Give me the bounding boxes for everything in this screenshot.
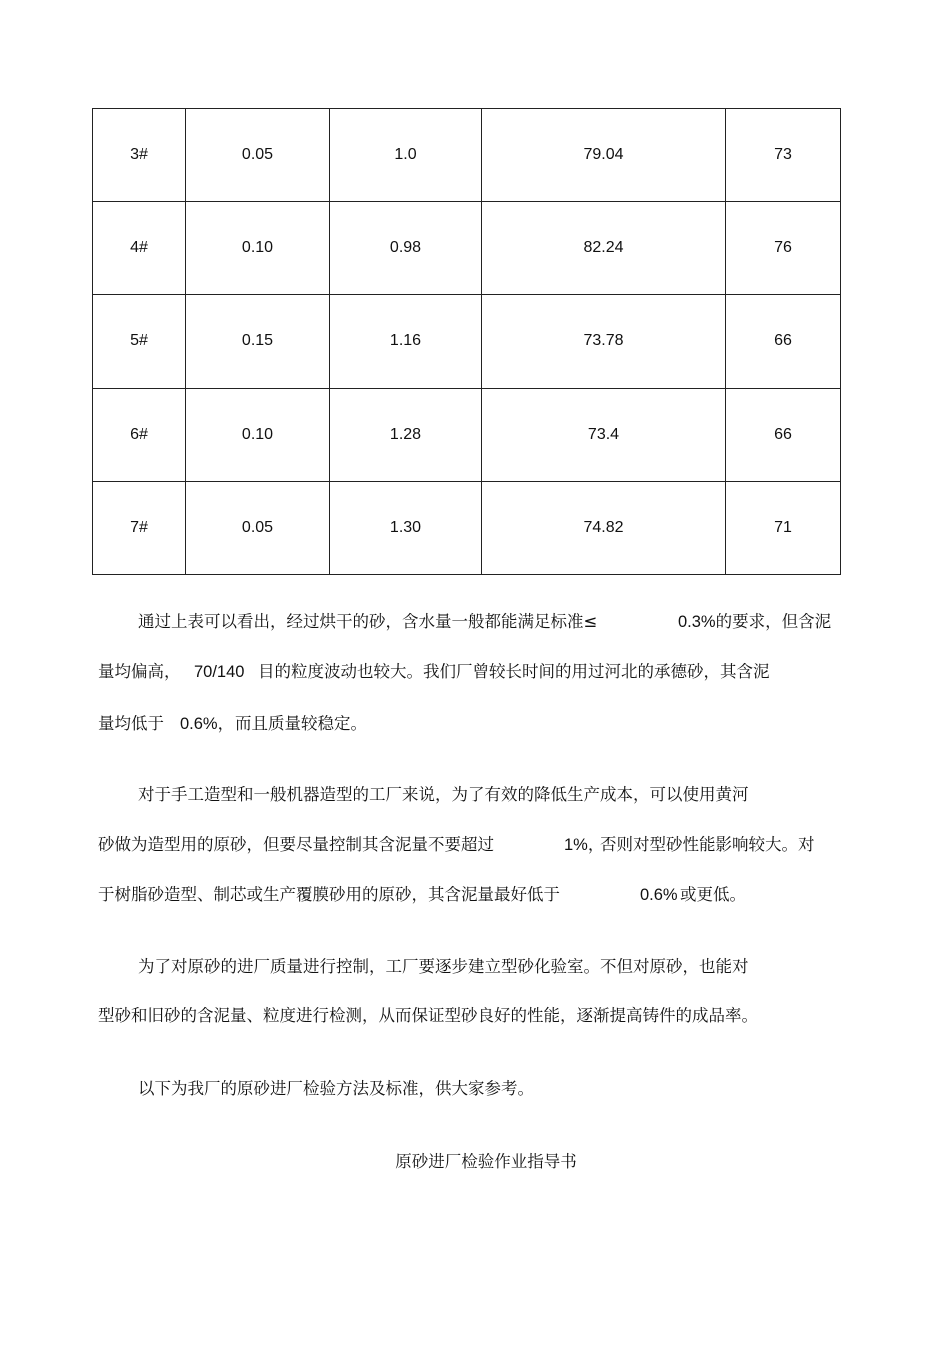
text-line (640, 885, 678, 905)
text-line (98, 835, 494, 855)
table-cell: 7# (93, 481, 186, 574)
table-cell: 74.82 (482, 481, 726, 574)
text-line (258, 662, 770, 682)
table-cell: 1.28 (330, 388, 482, 481)
text-line (564, 835, 604, 855)
table-cell: 79.04 (482, 109, 726, 202)
text-run: 以下为我厂的原砂进厂检验方法及标准，供大家参考。 (138, 1079, 534, 1098)
text-line (138, 1079, 534, 1099)
table-cell: 82.24 (482, 202, 726, 295)
text-run: 1%， (564, 836, 605, 854)
text-run: 为了对原砂的进厂质量进行控制，工厂要逐步建立型砂化验室。不但对原砂，也能对 (138, 957, 749, 976)
table-cell: 71 (726, 481, 841, 574)
text-run: 而且质量较稳定。 (235, 714, 367, 733)
text-run: 否则对型砂性能影响较大。对 (600, 835, 815, 854)
table-cell: 1.0 (330, 109, 482, 202)
text-run: 0.6% (640, 886, 678, 904)
text-line (98, 662, 181, 682)
text-line (98, 885, 560, 905)
text-run: 量均低于 (98, 714, 164, 733)
table-cell: 4# (93, 202, 186, 295)
table-cell: 0.10 (186, 202, 330, 295)
text-line (138, 957, 749, 977)
table-row (93, 109, 841, 202)
table-cell: 76 (726, 202, 841, 295)
table-cell: 1.16 (330, 295, 482, 388)
text-run: 70/140 (194, 663, 245, 681)
table-cell: 6# (93, 388, 186, 481)
section-title: 原砂进厂检验作业指导书 (395, 1152, 577, 1171)
text-run: 目的粒度波动也较大。我们厂曾较长时间的用过河北的承德砂，其含泥 (258, 662, 770, 681)
text-run: 0.6%， (180, 715, 235, 733)
text-run: 通过上表可以看出，经过烘干的砂，含水量一般都能满足标准≤ (138, 612, 598, 631)
table-cell: 5# (93, 295, 186, 388)
table-cell: 0.15 (186, 295, 330, 388)
table-cell: 1.30 (330, 481, 482, 574)
table-row (93, 481, 841, 574)
text-line (138, 785, 749, 805)
sand-test-table (92, 108, 841, 575)
table-row (93, 388, 841, 481)
table-cell: 0.05 (186, 109, 330, 202)
text-line (680, 885, 746, 905)
text-run: 对于手工造型和一般机器造型的工厂来说，为了有效的降低生产成本，可以使用黄河 (138, 785, 749, 804)
table-cell: 73.78 (482, 295, 726, 388)
table-row (93, 295, 841, 388)
table-cell: 0.98 (330, 202, 482, 295)
table-row (93, 202, 841, 295)
table-cell: 66 (726, 295, 841, 388)
text-line (600, 835, 815, 855)
text-run: 型砂和旧砂的含泥量、粒度进行检测，从而保证型砂良好的性能，逐渐提高铸件的成品率。 (98, 1006, 758, 1025)
table-cell: 3# (93, 109, 186, 202)
text-run: 于树脂砂造型、制芯或生产覆膜砂用的原砂，其含泥量最好低于 (98, 885, 560, 904)
text-line (98, 714, 164, 734)
text-line (138, 612, 597, 632)
text-line (98, 1006, 758, 1026)
table-cell: 66 (726, 388, 841, 481)
text-run: 或更低。 (680, 885, 746, 904)
text-run: 量均偏高， (98, 662, 181, 681)
text-line (194, 662, 244, 682)
text-line (678, 612, 831, 632)
table-cell: 0.10 (186, 388, 330, 481)
table-cell: 73.4 (482, 388, 726, 481)
text-run: 0.3%的要求，但含泥 (678, 613, 832, 631)
table-cell: 0.05 (186, 481, 330, 574)
text-line (180, 714, 234, 734)
table-cell: 73 (726, 109, 841, 202)
text-line (235, 714, 367, 734)
text-run: 砂做为造型用的原砂，但要尽量控制其含泥量不要超过 (98, 835, 494, 854)
